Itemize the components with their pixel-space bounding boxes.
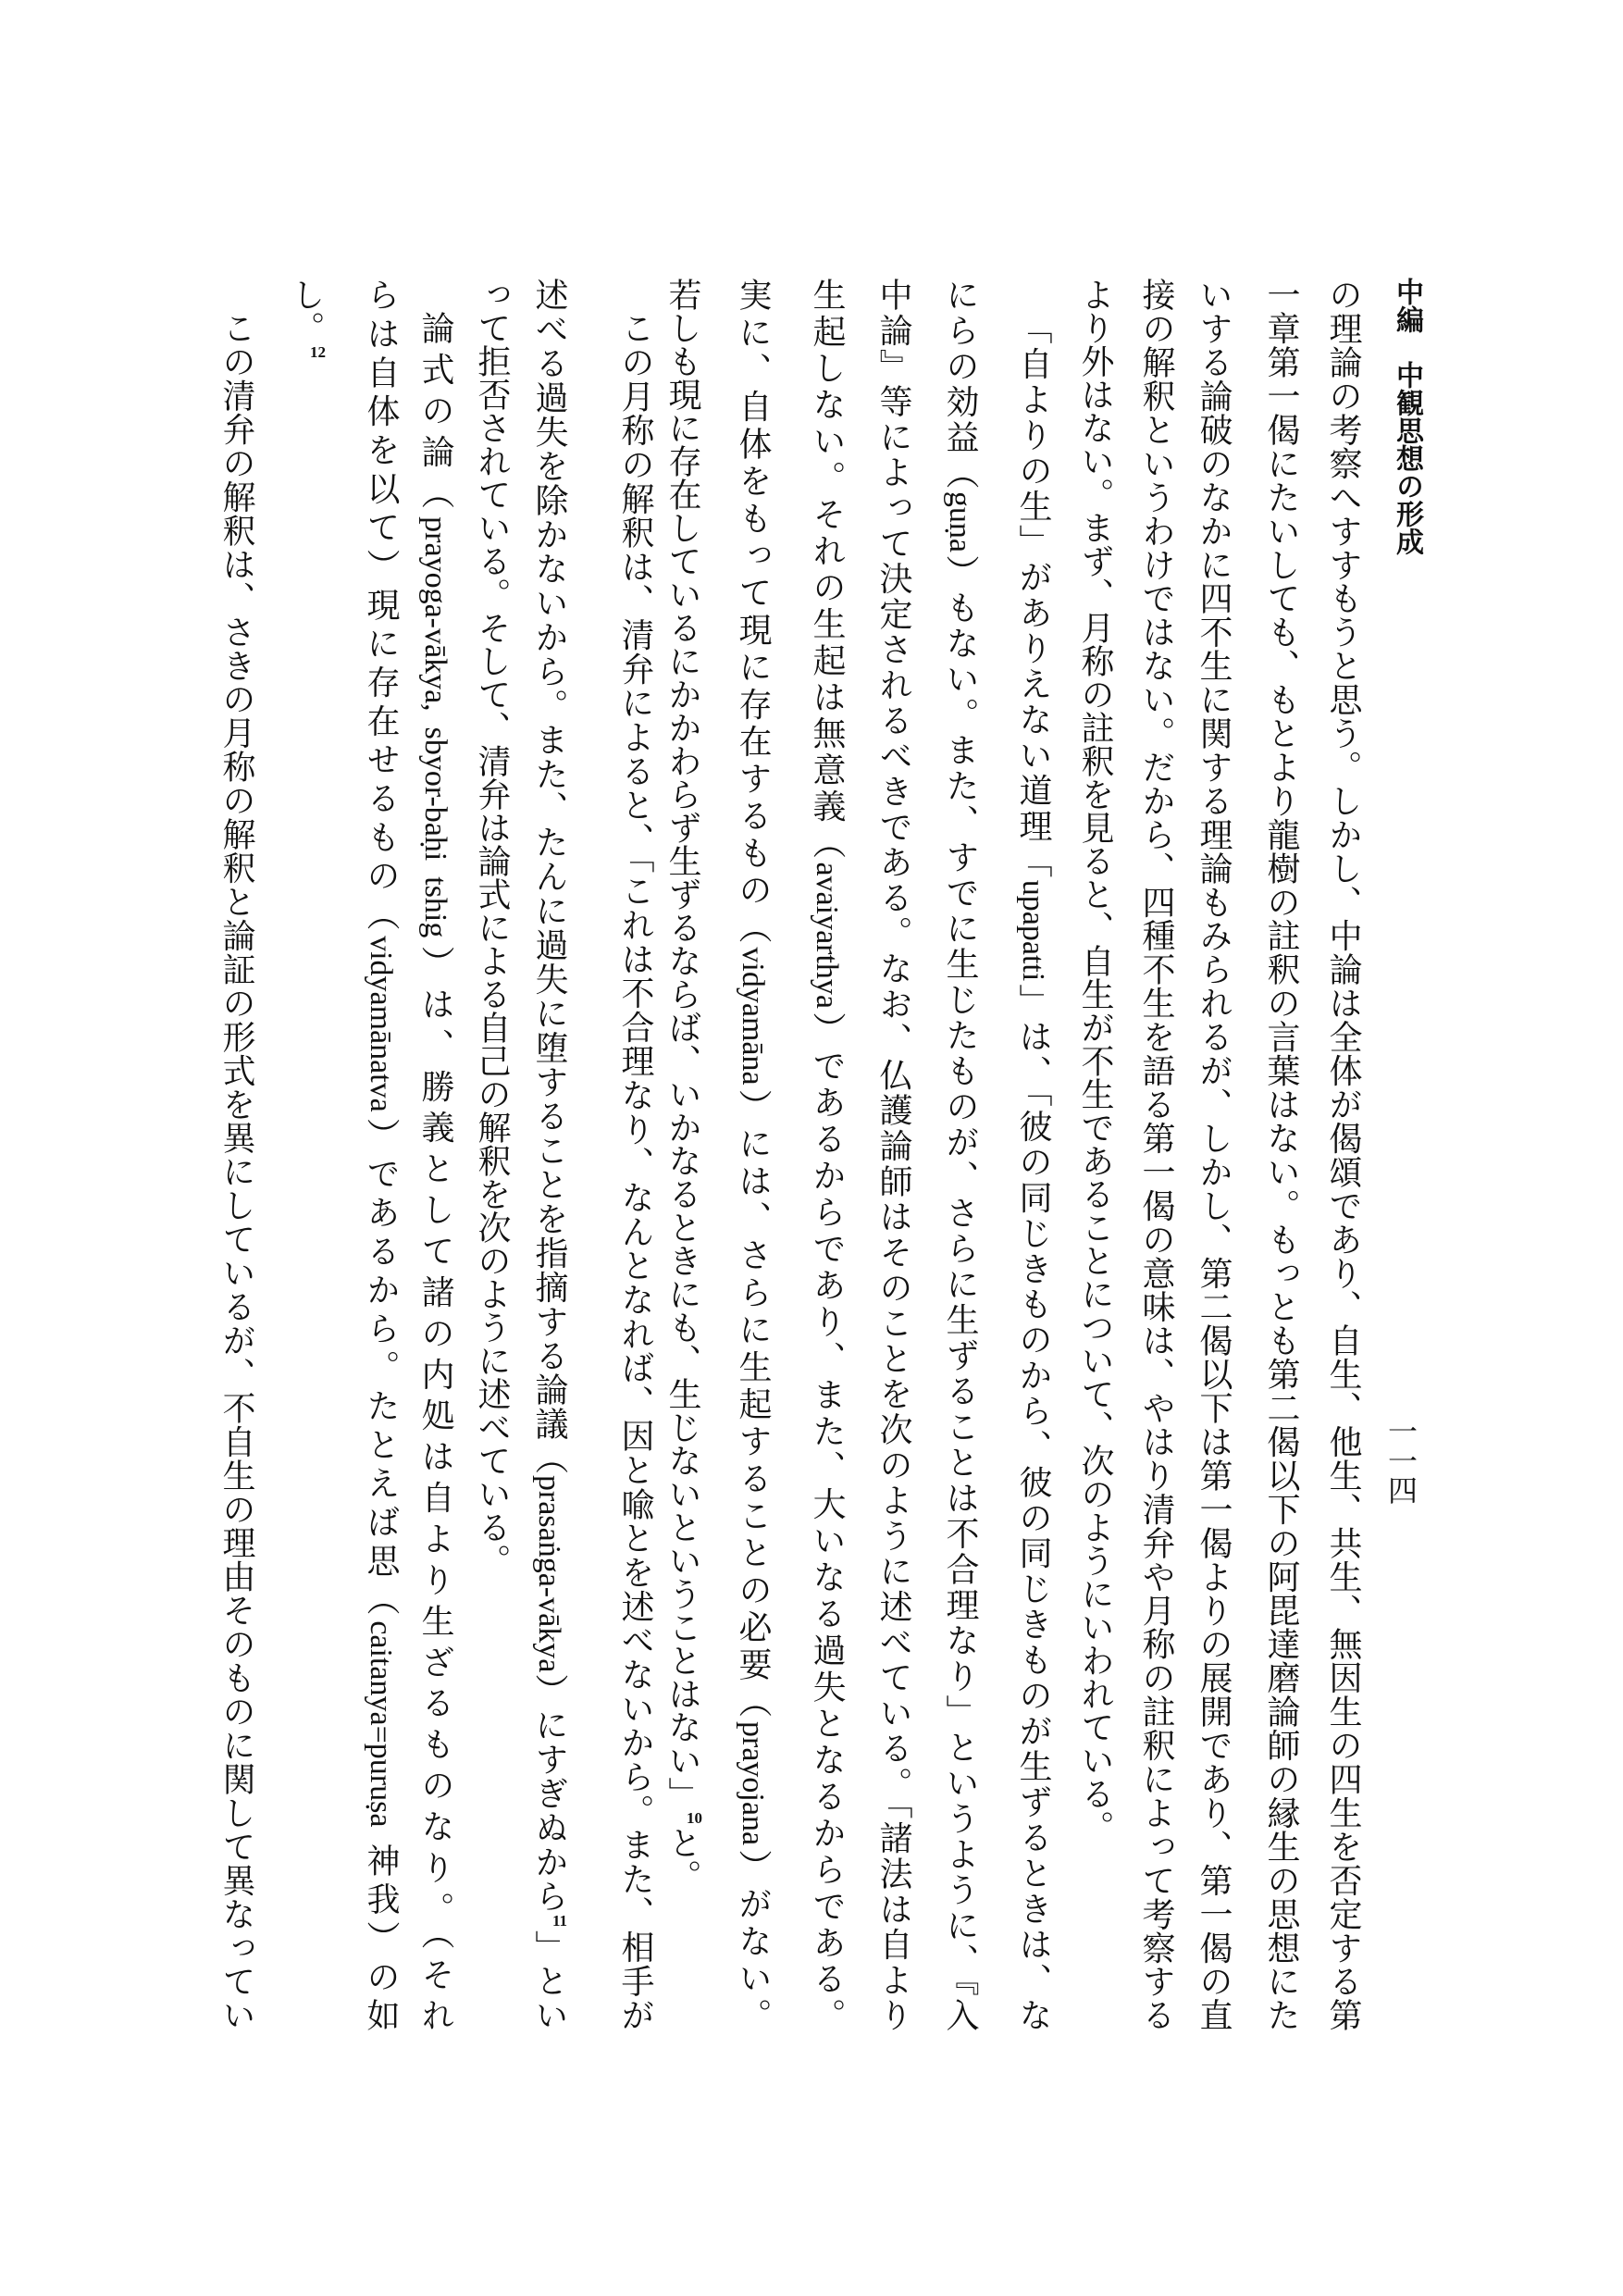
text-run: し。 (287, 278, 325, 344)
text-column (732, 278, 773, 2031)
romanized-term: vidyamānatva (364, 936, 398, 1112)
text-run: と。 (663, 1826, 701, 1893)
text-run: 述べる過失を除かないから。また、たんに過失に堕することを指摘する論議（ (530, 278, 568, 1475)
text-run: 接の解釈というわけではない。だから、四種不生を語る第一偈の意味は、やはり清弁や月称の註釈によって考察する (1137, 278, 1175, 2031)
text-column (360, 278, 401, 2031)
text-run: って拒否されている。そして、清弁は論式による自己の解釈を次のように述べている。 (473, 278, 511, 1577)
text-column (939, 278, 980, 2031)
text-run: 若しも現に存在しているにかかわらず生ずるならば、いかなるときにも、生じないということはない」 (663, 278, 701, 1810)
romanized-term: prayoga-vākya, sbyor-baḥi tshig (418, 516, 452, 938)
running-header: 中編 中観思想の形成 (1391, 278, 1423, 555)
footnote-ref: 11 (552, 1913, 568, 1930)
page-number: 一一四 (1383, 1416, 1419, 1505)
text-run: ）もない。また、すでに生じたものが、さらに生ずることは不合理なり」というように、『入 (941, 552, 979, 2032)
text-run: 論式の論（ (416, 311, 454, 517)
text-run: の理論の考察へすすもうと思う。しかし、中論は全体が偈頌であり、自生、他生、共生、無因生の四生を否定する第 (1324, 278, 1362, 2031)
text-column (1135, 278, 1176, 2031)
text-column (1260, 278, 1301, 2031)
text-run: 神我）の如 (362, 1827, 400, 2031)
text-run: ）であるから。たとえば思（ (362, 1111, 400, 1621)
romanized-term: avaiyarthya (810, 862, 844, 1010)
text-column (663, 278, 714, 2031)
text-column (415, 278, 455, 2031)
text-run: いする論破のなかに四不生に関する理論もみられるが、しかし、第二偈以下は第一偈よりの展開であり、第一偈の直 (1195, 278, 1233, 2031)
text-run: 」は、「彼の同じきものから、彼の同じきものが生ずるときは、な (1014, 981, 1052, 2032)
romanized-term: upapatti (1016, 879, 1050, 982)
romanized-term: guṇa (943, 490, 977, 552)
text-column (1012, 278, 1053, 2031)
text-run: 中論』等によって決定されるべきである。なお、仏護論師はそのことを次のように述べている。「諸法は自より (874, 278, 912, 2032)
footnote-ref: 12 (310, 344, 326, 360)
text-run: この清弁の解釈は、さきの月称の解釈と論証の形式を異にしているが、不自生の理由そのものに関して異なってい (217, 311, 255, 2031)
footnote-ref: 10 (687, 1810, 702, 1826)
text-column (1322, 278, 1363, 2031)
text-run: 実に、自体をもって現に存在するもの（ (734, 278, 772, 948)
text-run: らは自体を以て）現に存在せるもの（ (362, 278, 400, 937)
text-run: ）がない。 (734, 1845, 772, 2032)
text-run: ）であるからであり、また、大いなる過失となるからである。 (808, 1009, 846, 2032)
text-column (287, 278, 338, 2031)
text-column (806, 278, 847, 2031)
text-column (614, 278, 655, 2031)
text-run: より外はない。まず、月称の註釈を見ると、自生が不生であることについて、次のようにいわれている。 (1076, 278, 1114, 1843)
text-column (1074, 278, 1115, 2031)
text-column (530, 278, 581, 2032)
text-column (873, 278, 913, 2031)
text-column (216, 278, 256, 2031)
romanized-term: prasaṅga-vākya (532, 1474, 566, 1673)
text-run: ）には、さらに生起することの必要（ (734, 1085, 772, 1722)
romanized-term: vidyamāna (736, 947, 770, 1086)
romanized-term: caitanya=puruṣa (364, 1620, 398, 1828)
text-run: にらの効益（ (941, 278, 979, 491)
text-column (1193, 278, 1233, 2031)
text-run: 一章第一偈にたいしても、もとより龍樹の註釈の言葉はない。もっとも第二偈以下の阿毘達磨論師の縁生の思想にた (1262, 278, 1300, 2031)
text-run: ）は、勝義として諸の内処は自より生ざるものなり。（それ (416, 937, 454, 2032)
text-run: ）にすぎぬから (530, 1672, 568, 1914)
text-run: 「自よりの生」がありえない道理「 (1014, 311, 1052, 880)
text-column (471, 278, 512, 2031)
text-run: 」とい (530, 1930, 568, 2032)
text-run: 生起しない。それの生起は無意義（ (808, 278, 846, 863)
romanized-term: prayojana (736, 1721, 770, 1846)
text-run: この月称の解釈は、清弁によると、「これは不合理なり、なんとなれば、因と喩とを述べないから。また、相手が (616, 311, 654, 2031)
